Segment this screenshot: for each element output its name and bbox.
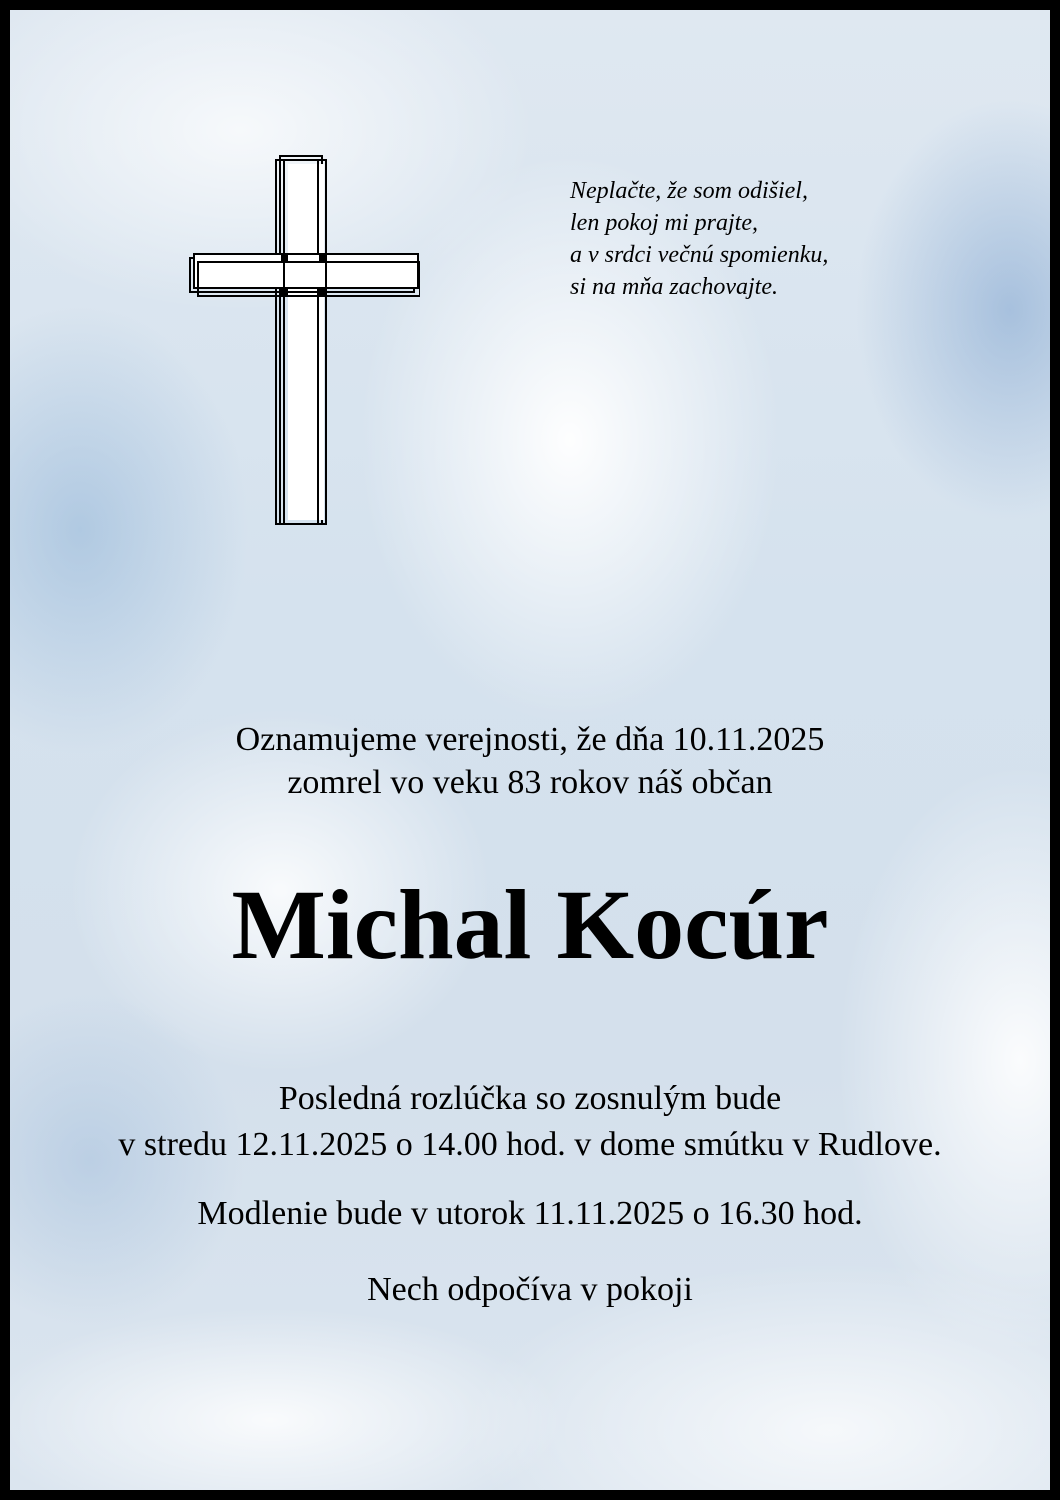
poem-line: si na mňa zachovajte. xyxy=(570,274,778,300)
poem-line: a v srdci večnú spomienku, xyxy=(570,242,829,268)
funeral-line: Posledná rozlúčka so zosnulým bude xyxy=(278,1080,782,1117)
poem-line: Neplačte, že som odišiel, xyxy=(570,178,808,204)
memorial-poem xyxy=(570,175,828,303)
announcement-line: zomrel vo veku 83 rokov náš občan xyxy=(287,764,773,801)
deceased-name: Michal Kocúr xyxy=(231,869,829,980)
announcement-line: Oznamujeme verejnosti, že dňa 10.11.2025 xyxy=(235,721,825,758)
prayer-info: Modlenie bude v utorok 11.11.2025 o 16.30 hod. xyxy=(197,1195,863,1232)
cross-icon xyxy=(180,148,420,528)
death-announcement xyxy=(10,718,1050,804)
funeral-info xyxy=(10,1076,1050,1168)
rest-in-peace-text: Nech odpočíva v pokoji xyxy=(367,1271,693,1308)
poem-line: len pokoj mi prajte, xyxy=(570,210,758,236)
funeral-line: v stredu 12.11.2025 o 14.00 hod. v dome smútku v Rudlove. xyxy=(118,1126,942,1163)
